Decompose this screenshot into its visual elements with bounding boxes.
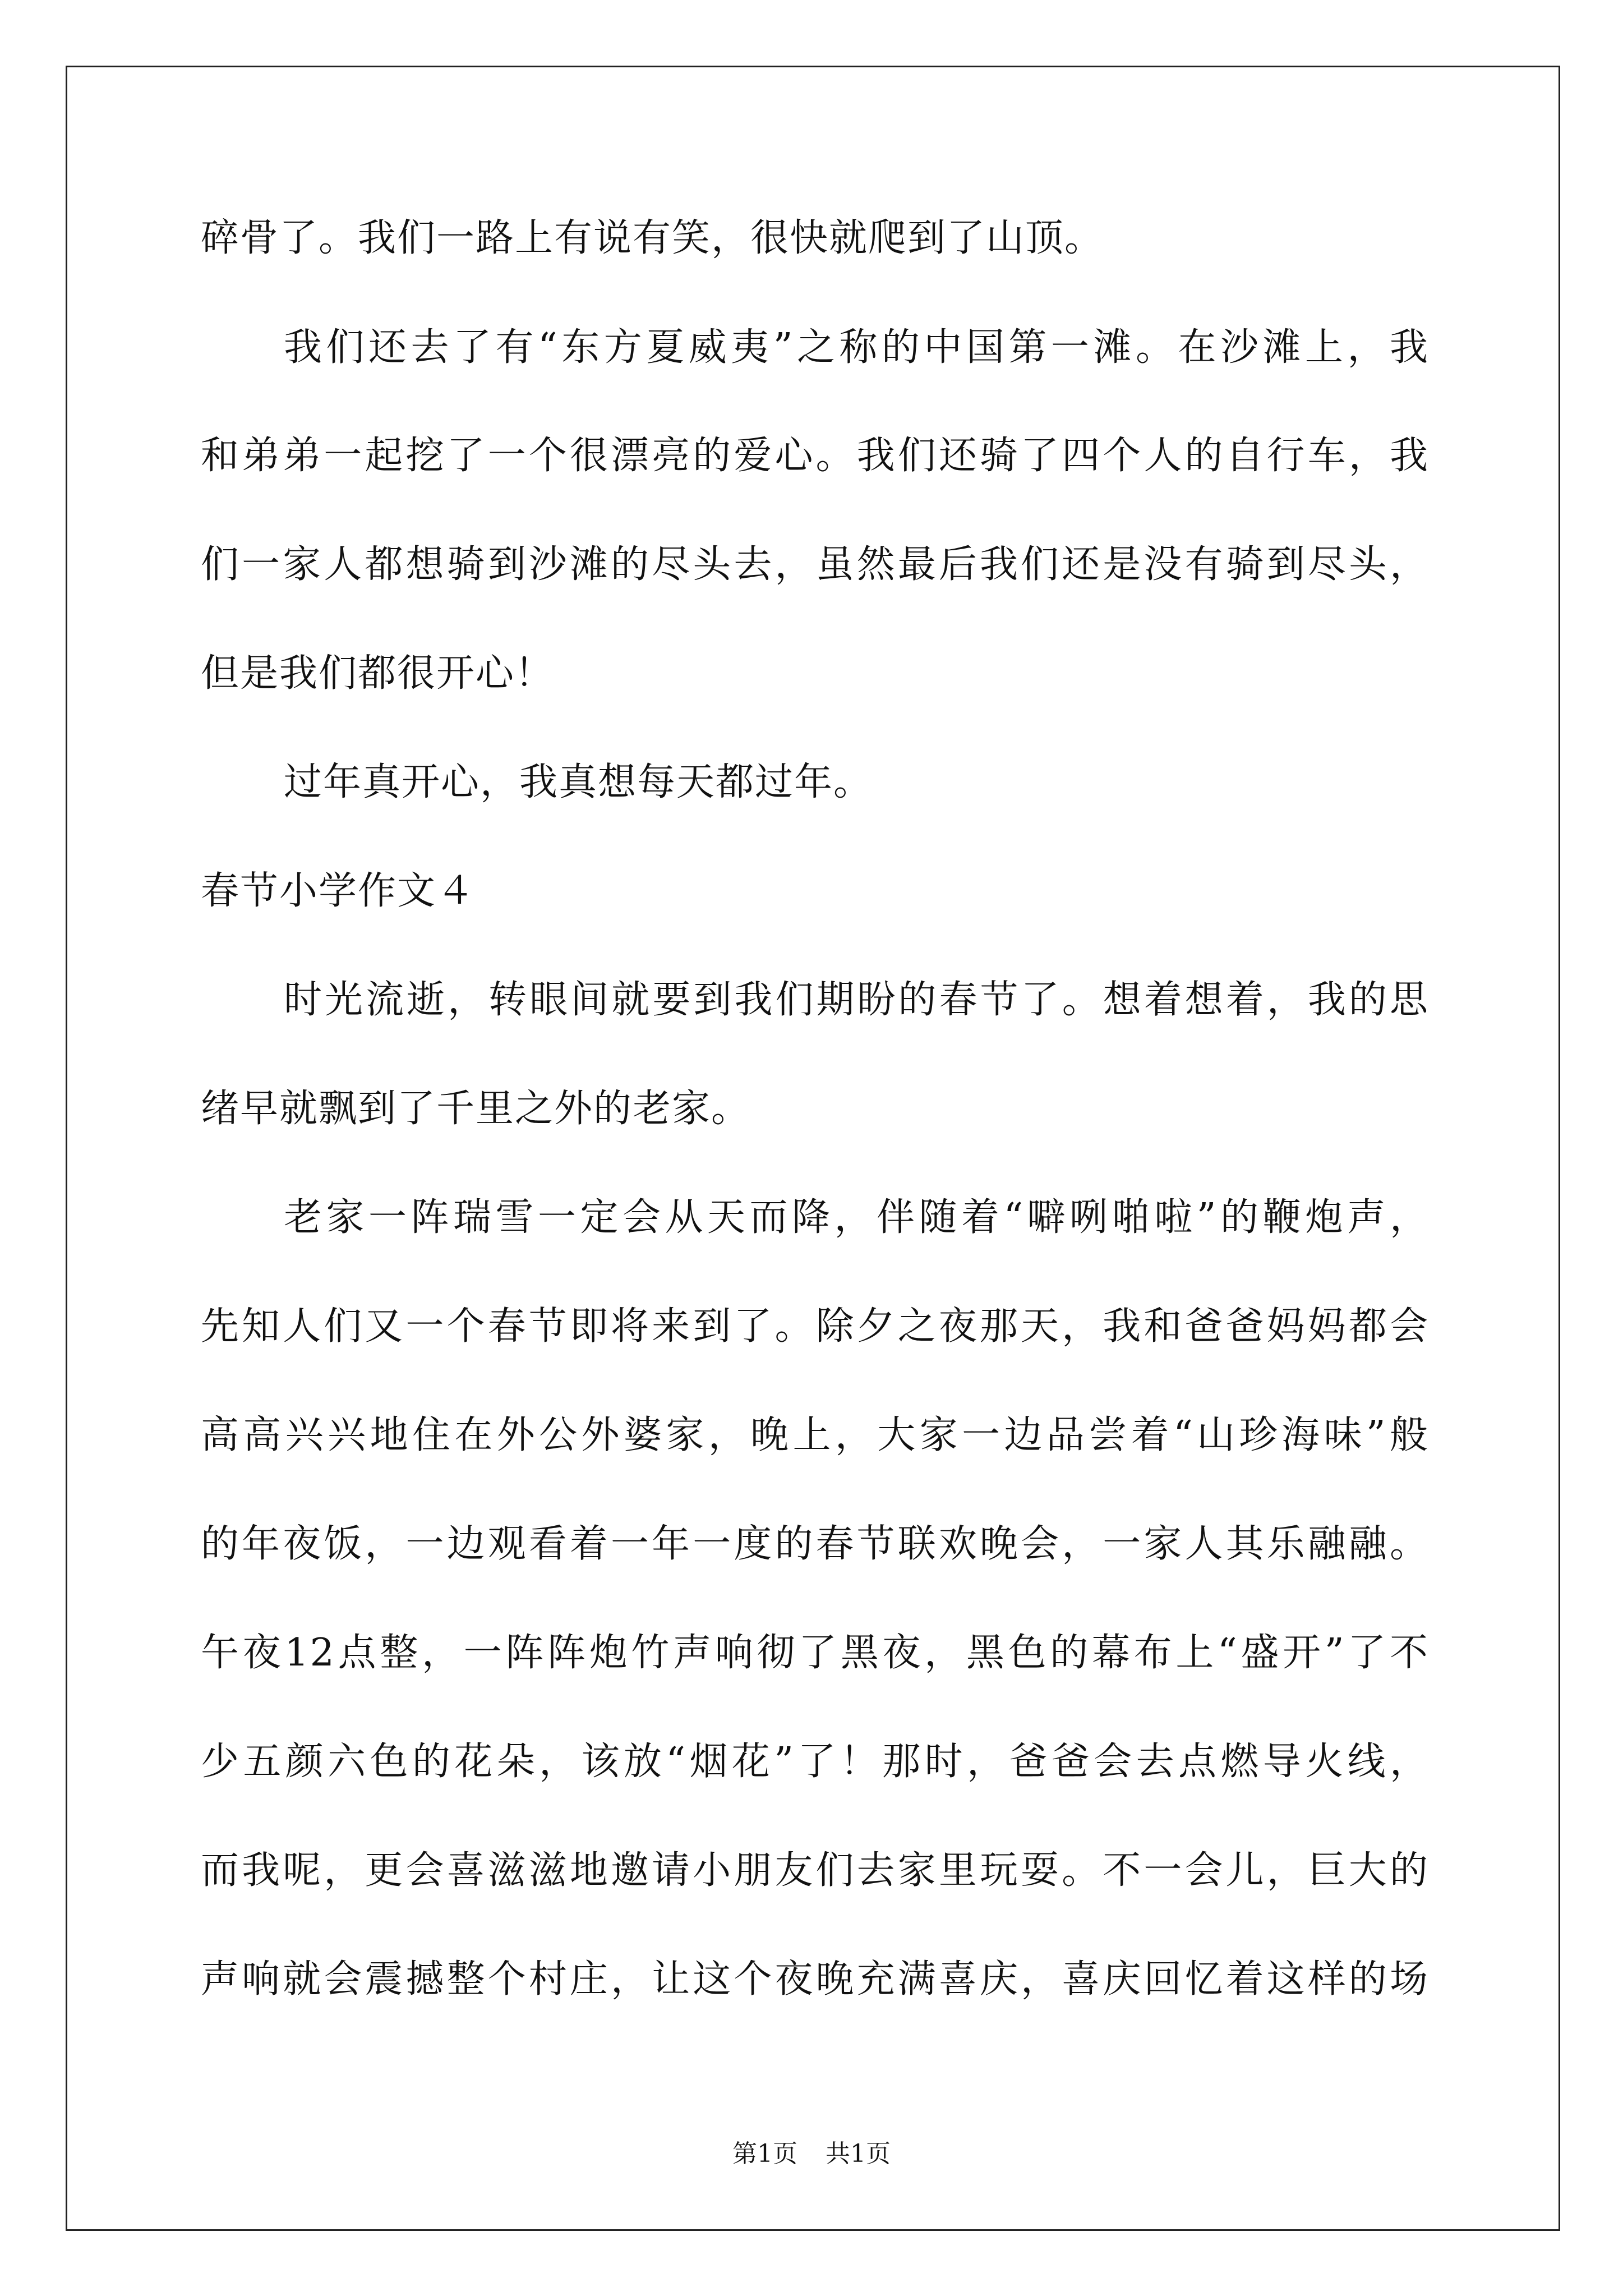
text-line: 而我呢，更会喜滋滋地邀请小朋友们去家里玩耍。不一会儿，巨大的 [201,1848,1429,1893]
text-line: 过年真开心，我真想每天都过年。 [284,760,873,804]
text-line: 碎骨了。我们一路上有说有笑，很快就爬到了山顶。 [201,216,1104,260]
text-line: 老家一阵瑞雪一定会从天而降，伴随着“噼咧啪啦”的鞭炮声， [284,1195,1429,1240]
text-line: 和弟弟一起挖了一个很漂亮的爱心。我们还骑了四个人的自行车，我 [201,434,1429,478]
text-line: 我们还去了有“东方夏威夷”之称的中国第一滩。在沙滩上，我 [284,325,1429,370]
text-line: 先知人们又一个春节即将来到了。除夕之夜那天，我和爸爸妈妈都会 [201,1304,1429,1349]
text-line: 时光流逝，转眼间就要到我们期盼的春节了。想着想着，我的思 [284,978,1429,1022]
page-frame [66,66,1560,2231]
text-line: 的年夜饭，一边观看着一年一度的春节联欢晚会，一家人其乐融融。 [201,1522,1429,1566]
text-line: 午夜12点整，一阵阵炮竹声响彻了黑夜，黑色的幕布上“盛开”了不 [201,1631,1429,1675]
text-line: 们一家人都想骑到沙滩的尽头去，虽然最后我们还是没有骑到尽头， [201,542,1429,587]
section-heading: 春节小学作文４ [201,869,476,913]
page-total: 共1页 [826,2139,891,2168]
text-line: 声响就会震撼整个村庄，让这个夜晚充满喜庆，喜庆回忆着这样的场 [201,1957,1429,2001]
page-number: 第1页 [732,2139,797,2168]
text-line: 绪早就飘到了千里之外的老家。 [201,1087,751,1131]
text-line: 高高兴兴地住在外公外婆家，晚上，大家一边品尝着“山珍海味”般 [201,1413,1429,1457]
text-line: 少五颜六色的花朵，该放“烟花”了！那时，爸爸会去点燃导火线， [201,1740,1429,1784]
page-footer [0,2137,1623,2171]
text-line: 但是我们都很开心！ [201,651,555,696]
